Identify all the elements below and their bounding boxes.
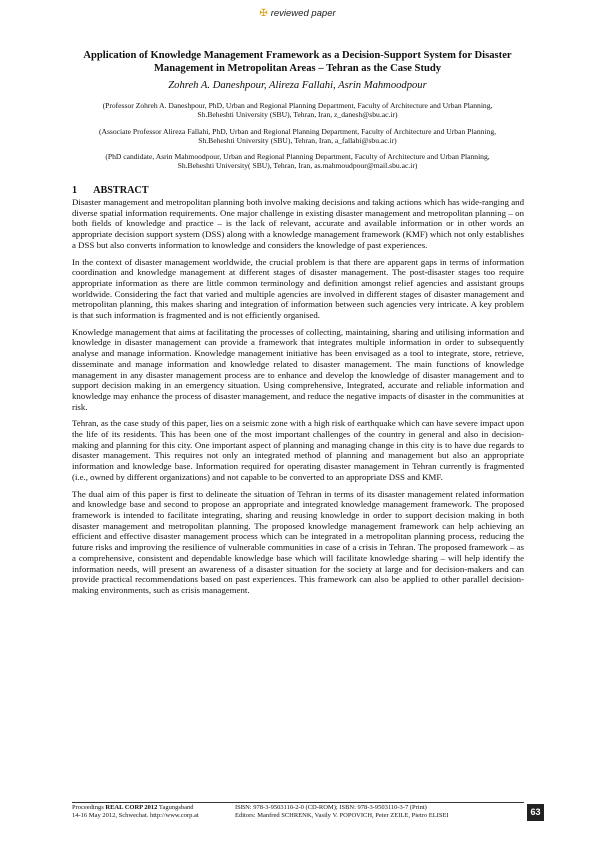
affiliation: (Professor Zohreh A. Daneshpour, PhD, Urban and Regional Planning Department, Faculty of Architecture and Urban Planning, Sh.Beheshti University (SBU), Tehran, Iran, z_danesh@sbu.ac.ir) [102,101,493,120]
footer-editors: Editors: Manfred SCHRENK, Vasily V. POPOVICH, Peter ZEILE, Pietro ELISEI [235,812,449,820]
ribbon-icon: ✠ [259,8,268,19]
title-line: Application of Knowledge Management Framework as a Decision-Support System for Disaster [83,50,512,61]
paper-title [70,49,525,75]
paragraph: In the context of disaster management worldwide, the crucial problem is that there are apparent gaps in terms of information coordination and knowledge management at different stages of disaster management. The post-disaster stages too require appropriate information as there are little common terminology and definition amongst relief agencies and assistant groups worldwide. Considering the fact that varied and multiple agencies are involved in different stages of disaster management and metropolitan planning, this makes sharing and integration of information between such agencies very intricate. A key problem is that such information is fragmented and is not efficiently organised. [72,256,524,321]
section-number: 1 [72,185,78,196]
paragraph: Knowledge management that aims at facilitating the processes of collecting, maintaining, sharing and utilising information and knowledge in disaster management can provide a framework that integrates multiple information in order to subsequently analyse and manage information. Knowledge management initiative has been envisaged as a tool to integrate, store, retrieve, disseminate and manage information and knowledge related to disaster management. The main functions of knowledge management in any disaster management process are to enhance and develop the knowledge of disaster management and to support decision making in an emergency situation. Using comprehensive, Integrated, accurate and reliable information and knowledge may enhance the process of disaster management, and reduce the negative impacts of disaster in the communities at risk. [72,326,524,412]
section-heading [72,185,149,196]
footer-isbn: ISBN: 978-3-9503110-2-0 (CD-ROM); ISBN: 978-3-9503110-3-7 (Print) [235,804,427,811]
footer-conference: 14-16 May 2012, Schwechat. http://www.corp.at [72,812,199,820]
paragraph: The dual aim of this paper is first to delineate the situation of Tehran in terms of its disaster management related information and knowledge base and second to propose an appropriate and integrated knowledge management framework. The proposed framework is intended to facilitate integrating, sharing and reusing knowledge in order to support decision making in both disaster management and metropolitan planning. The proposed knowledge management framework can help achieving an efficient and effective disaster management process which can be integrated in a metropolitan planning process, reducing the future risks and improving the resilience of vulnerable communities in case of a crisis in Tehran. The proposed framework – as a comprehensive, consistent and dependable knowledge base which will facilitate knowledge sharing – will help identify the information needs, will present an awareness of a disaster situation for the society at large and for decision-makers and can provide practical recommendations based on past experiences. This framework can also be applied to other parallel decision-making environments, such as crisis management. [72,488,524,595]
paragraph: Tehran, as the case study of this paper, lies on a seismic zone with a high risk of earthquake which can have severe impact upon the life of its residents. This has been one of the most important challenges of the country in general and also in decision-making and planning for this city. One important aspect of planning and managing change in this city is to have due regards to disaster management. This requires not only an integrated method of planning and management but also an appropriate information and knowledge base. Information required for operating disaster management in Tehran currently is fragmented (i.e., owned by different organizations) and not capable to be converted to an appropriate DSS and KMF. [72,418,524,482]
author-list: Zohreh A. Daneshpour, Alireza Fallahi, Asrin Mahmoodpour [168,80,427,91]
title-line: Management in Metropolitan Areas – Tehran as the Case Study [153,63,442,74]
footer-divider [72,802,524,803]
affiliation: (Associate Professor Alireza Fallahi, PhD, Urban and Regional Planning Department, Faculty of Architecture and Urban Planning, Sh.Beheshti University (SBU), Tehran, Iran, a_fallahi@sbu.ac.ir) [98,127,497,146]
affiliation: (PhD candidate, Asrin Mahmoodpour, Urban and Regional Planning Department, Faculty of Architecture and Urban Planning, Sh.Beheshti University( SBU), Tehran, Iran, as.mahmoudpour@mail.sbu.ac.ir) [105,152,490,171]
abstract-body [72,197,524,602]
section-title: ABSTRACT [93,185,149,196]
page-number: 63 [527,804,544,821]
badge-label: reviewed paper [270,8,336,19]
paragraph: Disaster management and metropolitan planning both involve making decisions and taking actions which has wide-ranging and diverse spatial information requirements. One major challenge in existing disaster management and metropolitan planning – on both fields of knowledge and practice – is the lack of relevant, accurate and available information or in other words an appropriate decision support system (DSS) along with a knowledge management framework (KMF) which not only establishes a DSS but also converts information to knowledge and considers the knowledge of past experiences. [72,197,524,250]
reviewed-paper-badge [0,8,595,19]
page-footer: Proceedings REAL CORP 2012 Tagungsband ISBN: 978-3-9503110-2-0 (CD-ROM); ISBN: 978-3-9503110-3-7 (Print) 14-16 May 2012, Schwechat. http://www.corp.at Editors: Manfred SCHRENK, Vasily V. POPOVICH, Peter ZEILE, Pietro ELISEI [72,804,449,820]
